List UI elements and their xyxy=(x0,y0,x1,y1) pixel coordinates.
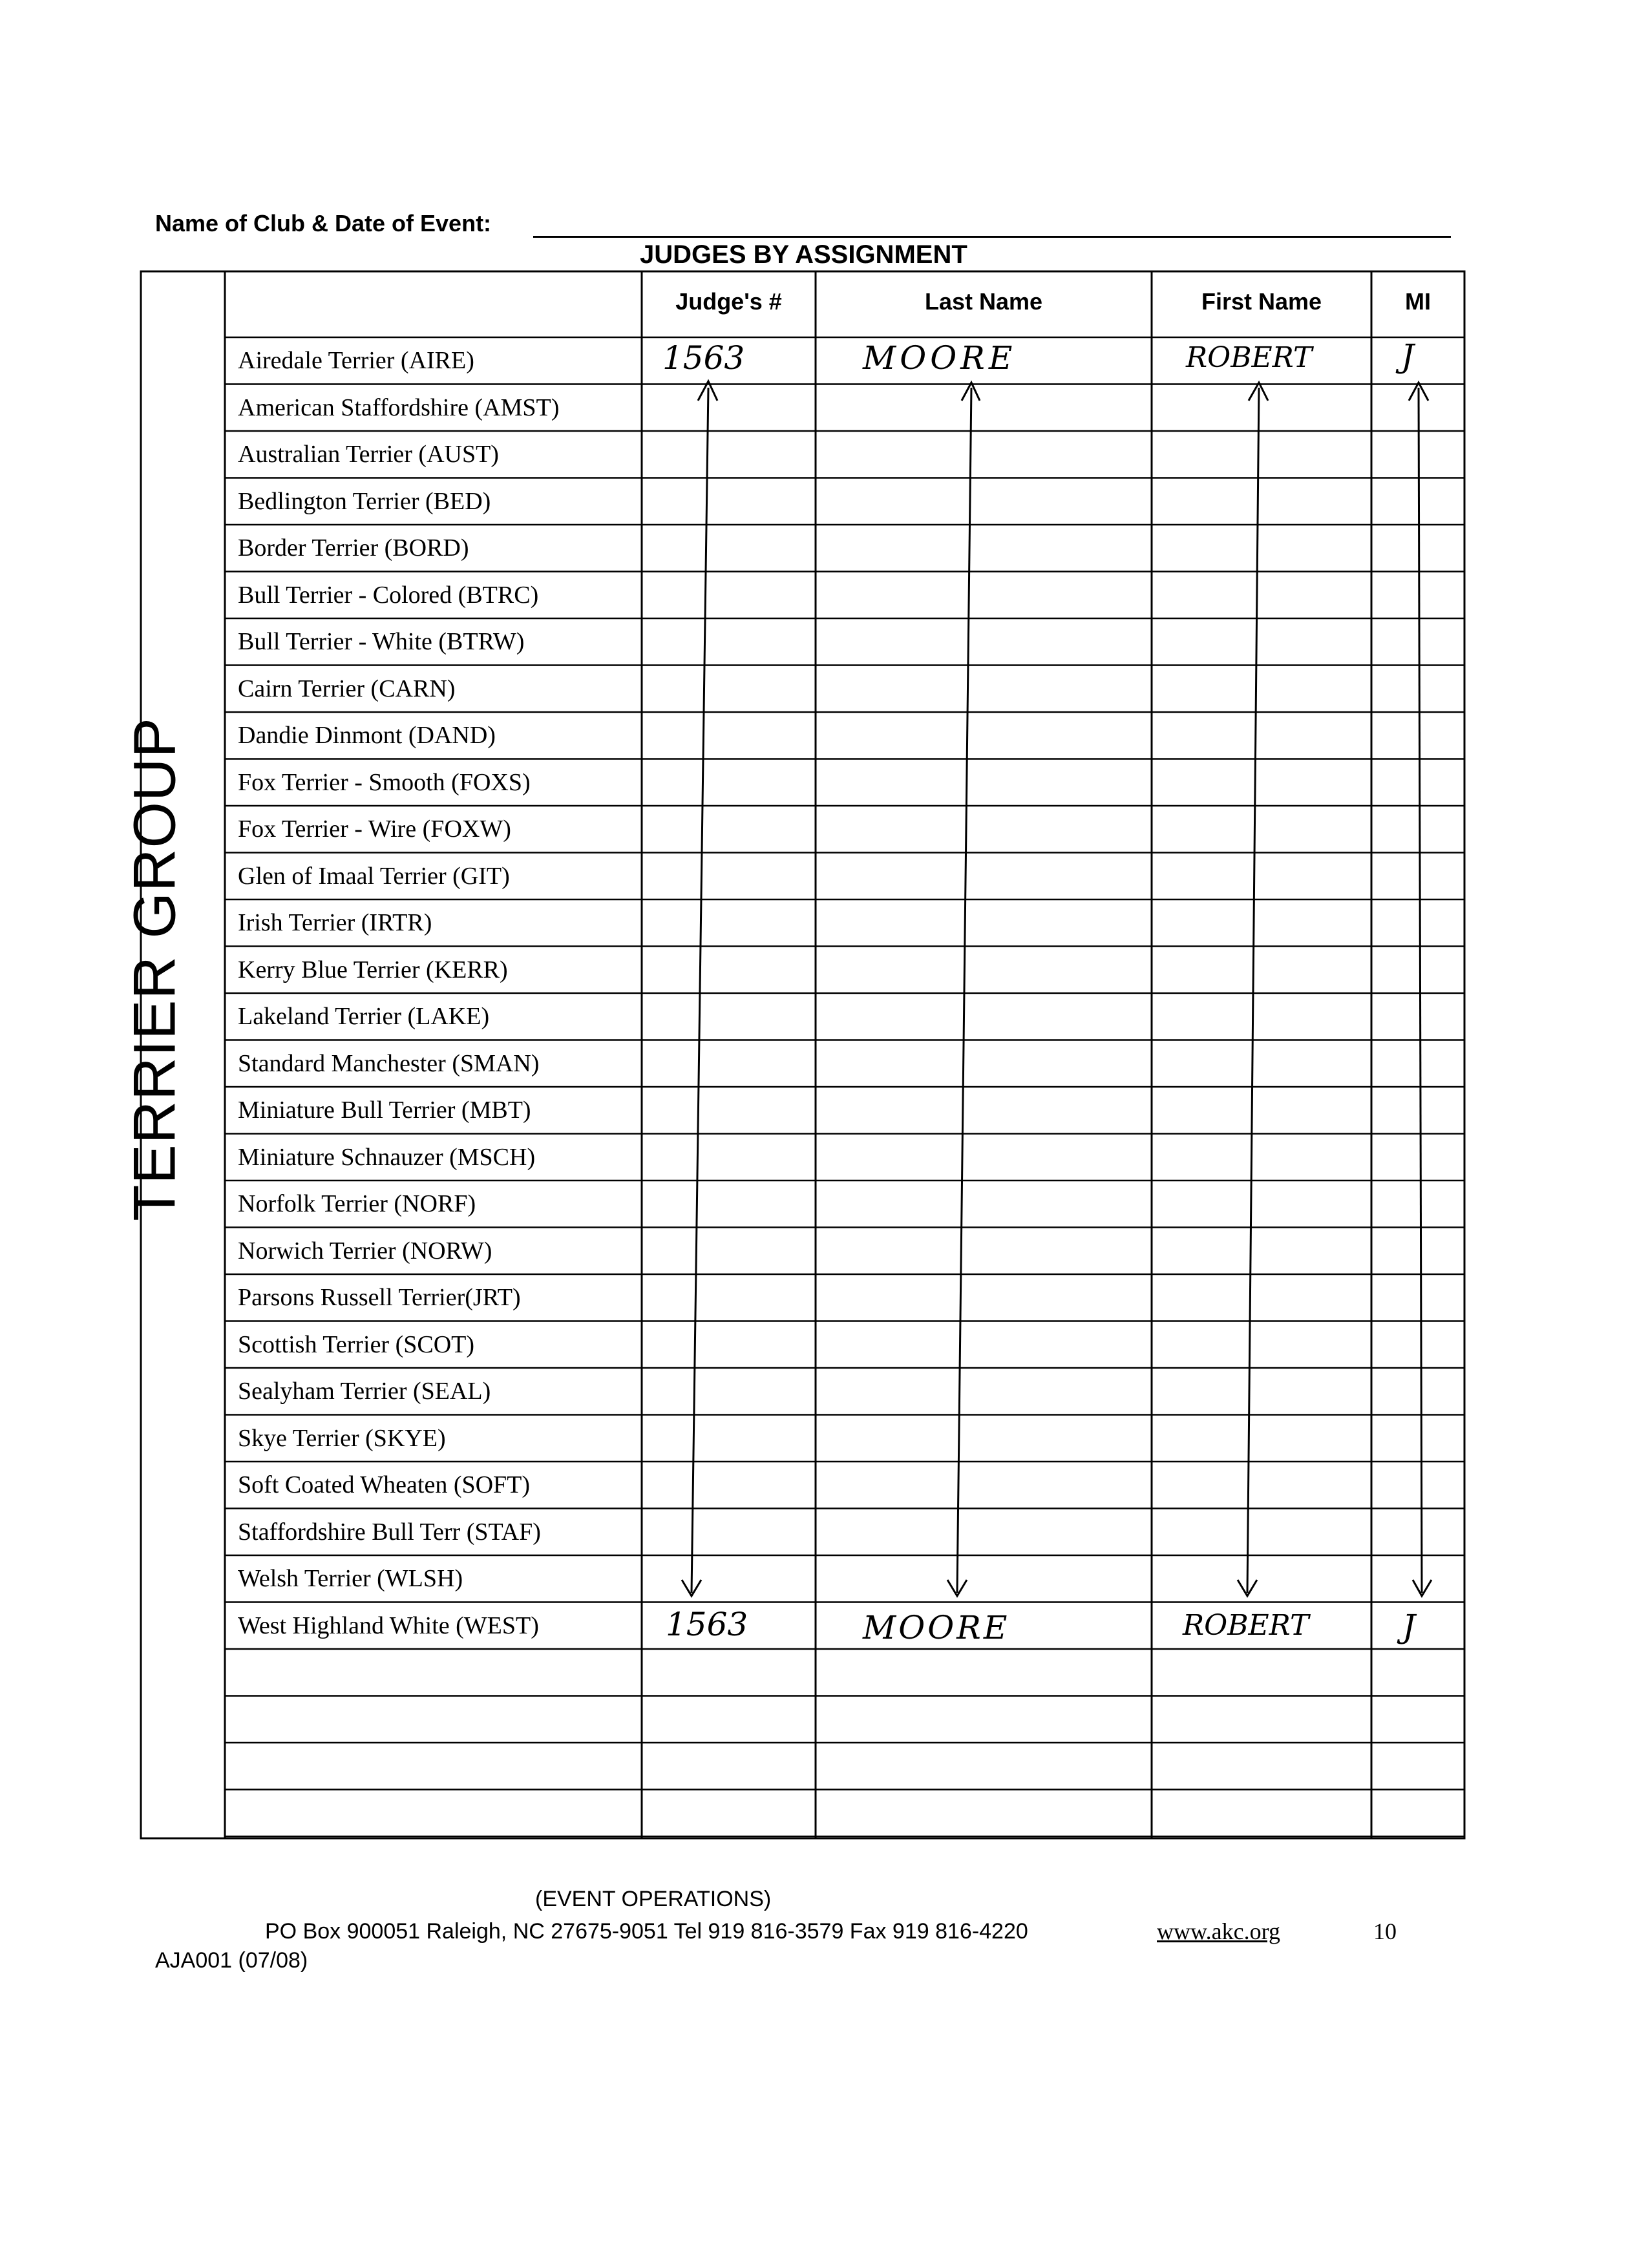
form-title: JUDGES BY ASSIGNMENT xyxy=(640,240,967,269)
page-number: 10 xyxy=(1373,1918,1397,1944)
footer-website-link[interactable]: www.akc.org xyxy=(1157,1918,1280,1944)
form-code: AJA001 (07/08) xyxy=(155,1948,308,1973)
club-date-label: Name of Club & Date of Event: xyxy=(155,210,492,236)
group-label-text: TERRIER GROUP xyxy=(121,717,188,1221)
column-header-judge-number: Judge's # xyxy=(675,288,782,315)
breed-row-label: Miniature Bull Terrier (MBT) xyxy=(238,1097,531,1124)
column-header-mi: MI xyxy=(1405,288,1431,315)
handwritten-last-name-last[interactable]: MOORE xyxy=(863,1609,1010,1646)
breed-row-label: Skye Terrier (SKYE) xyxy=(238,1424,446,1452)
breed-row-label: Bull Terrier - Colored (BTRC) xyxy=(238,581,539,609)
breed-row-label: Staffordshire Bull Terr (STAF) xyxy=(238,1518,541,1546)
handwritten-judge-number-last[interactable]: 1563 xyxy=(666,1606,748,1643)
breed-row-label: Norfolk Terrier (NORF) xyxy=(238,1190,476,1217)
breed-row-label: Lakeland Terrier (LAKE) xyxy=(238,1003,490,1030)
breed-row-label: West Highland White (WEST) xyxy=(238,1612,539,1639)
breed-row-label: Soft Coated Wheaten (SOFT) xyxy=(238,1471,531,1498)
breed-row-label: Kerry Blue Terrier (KERR) xyxy=(238,956,508,983)
breed-row-label: Miniature Schnauzer (MSCH) xyxy=(238,1143,536,1171)
handwritten-mi-first[interactable]: J xyxy=(1401,337,1415,375)
breed-row-label: Welsh Terrier (WLSH) xyxy=(238,1565,463,1592)
breed-row-label: Australian Terrier (AUST) xyxy=(238,441,499,468)
breed-row-label: Border Terrier (BORD) xyxy=(238,534,469,562)
breed-row-label: Irish Terrier (IRTR) xyxy=(238,909,432,936)
breed-row-label: Standard Manchester (SMAN) xyxy=(238,1049,540,1077)
column-header-last-name: Last Name xyxy=(924,288,1043,315)
footer-address: PO Box 900051 Raleigh, NC 27675-9051 Tel 919 816-3579 Fax 919 816-4220 xyxy=(265,1919,1028,1944)
breed-row-label: Airedale Terrier (AIRE) xyxy=(238,347,474,374)
breed-row-label: Scottish Terrier (SCOT) xyxy=(238,1330,475,1358)
handwritten-arrows xyxy=(682,381,1431,1596)
handwritten-judge-number-first[interactable]: 1563 xyxy=(662,339,745,377)
breed-row-label: Norwich Terrier (NORW) xyxy=(238,1237,492,1265)
footer-department: (EVENT OPERATIONS) xyxy=(535,1887,772,1911)
breed-row-label: Glen of Imaal Terrier (GIT) xyxy=(238,862,510,890)
breed-row-label: Fox Terrier - Smooth (FOXS) xyxy=(238,768,531,796)
breed-row-label: Sealyham Terrier (SEAL) xyxy=(238,1378,491,1405)
breed-row-label: American Staffordshire (AMST) xyxy=(238,394,560,421)
handwritten-first-name-first[interactable]: ROBERT xyxy=(1186,341,1313,374)
breed-row-label: Fox Terrier - Wire (FOXW) xyxy=(238,815,511,843)
breed-row-label: Parsons Russell Terrier(JRT) xyxy=(238,1284,521,1311)
handwritten-first-name-last[interactable]: ROBERT xyxy=(1183,1609,1309,1642)
breed-row-label: Cairn Terrier (CARN) xyxy=(238,675,456,702)
breed-row-label: Dandie Dinmont (DAND) xyxy=(238,722,496,749)
handwritten-last-name-first[interactable]: MOORE xyxy=(863,339,1017,377)
column-header-first-name: First Name xyxy=(1201,288,1322,315)
breed-row-label: Bull Terrier - White (BTRW) xyxy=(238,628,525,655)
handwritten-mi-last[interactable]: J xyxy=(1402,1608,1416,1645)
breed-row-label: Bedlington Terrier (BED) xyxy=(238,487,491,515)
